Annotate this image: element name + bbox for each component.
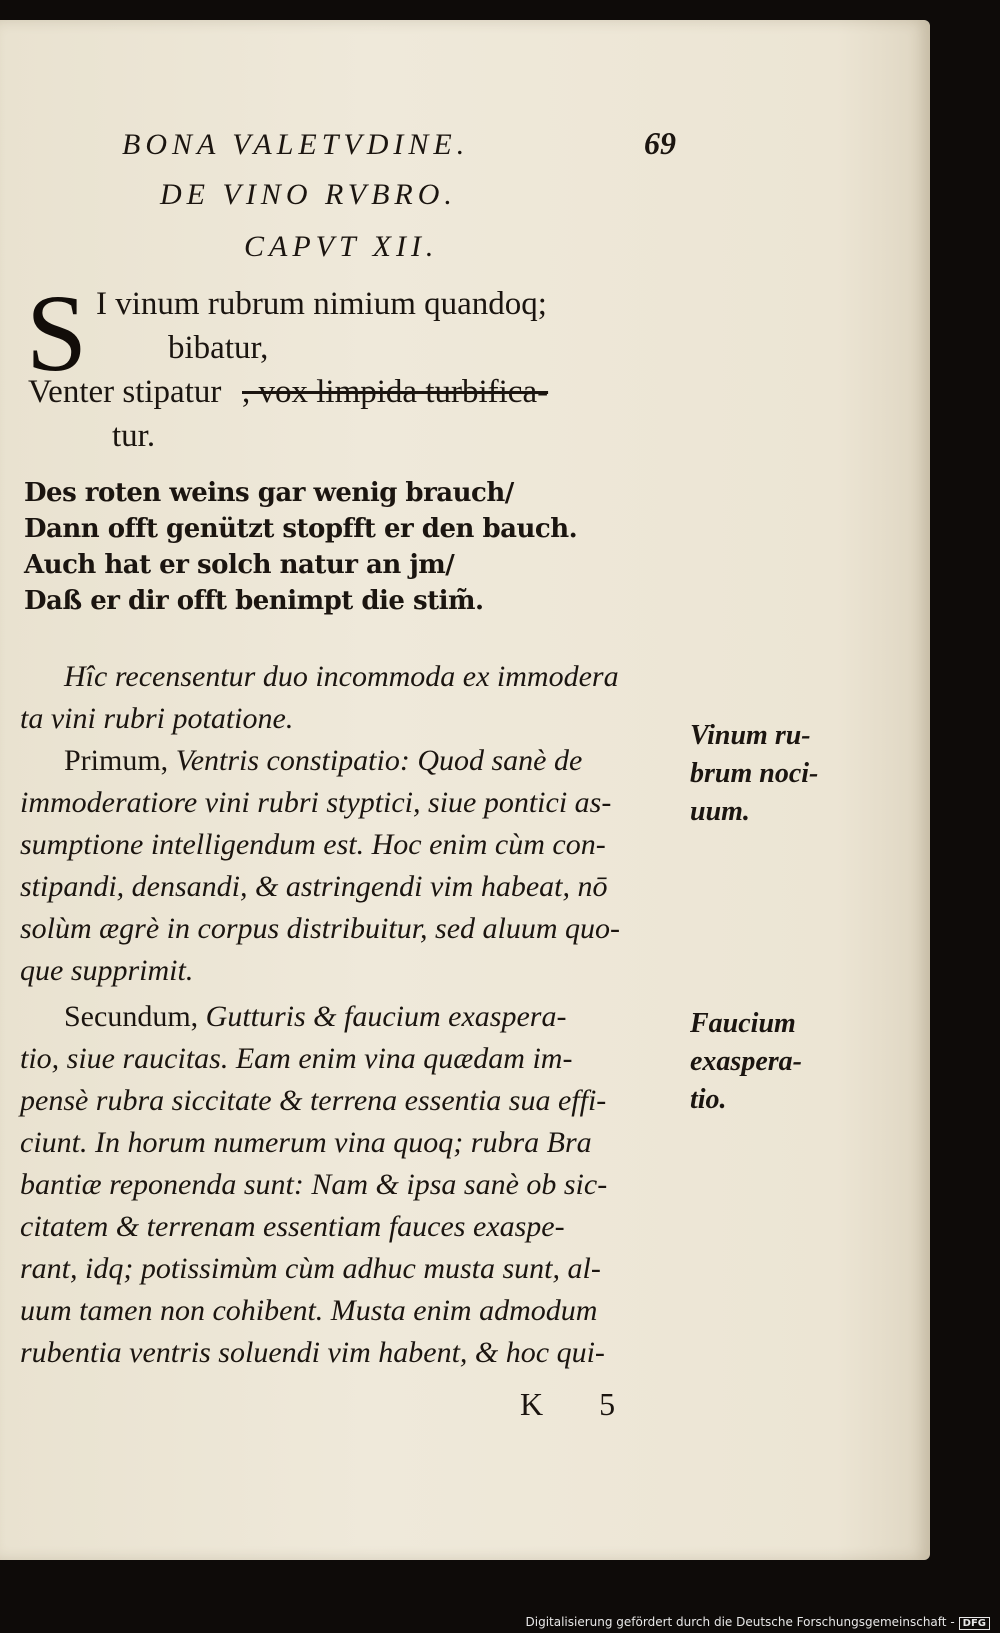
- german-verse-line-2: Dann offt genützt stopfft er den bauch.: [24, 514, 578, 544]
- commentary-line: rubentia ventris soluendi vim habent, & hoc qui-: [20, 1336, 605, 1369]
- drop-cap: S: [26, 272, 88, 394]
- german-verse-line-1: Des roten weins gar wenig brauch/: [24, 478, 514, 508]
- paragraph-lead: Primum,: [64, 744, 169, 777]
- commentary-line: sumptione intelligendum est. Hoc enim cùm con-: [20, 828, 606, 861]
- marginal-note-1: brum noci-: [690, 758, 819, 789]
- verse-line-4: tur.: [112, 418, 156, 454]
- marginal-note-2: exaspera-: [690, 1046, 802, 1077]
- dfg-logo: DFG: [959, 1617, 990, 1630]
- marginal-note-1: uum.: [690, 796, 750, 827]
- signature-mark: K 5: [520, 1386, 640, 1422]
- commentary-line: citatem & terrenam essentiam fauces exaspe-: [20, 1210, 565, 1243]
- commentary-line: [64, 744, 582, 778]
- commentary-line: bantiæ reponenda sunt: Nam & ipsa sanè ob sic-: [20, 1168, 608, 1201]
- commentary-line: uum tamen non cohibent. Musta enim admodum: [20, 1294, 598, 1327]
- commentary-line: tio, siue raucitas. Eam enim vina quædam im-: [20, 1042, 573, 1075]
- commentary-line: ciunt. In horum numerum vina quoq; rubra Bra: [20, 1126, 592, 1159]
- marginal-note-2: tio.: [690, 1084, 727, 1115]
- section-title: DE VINO RVBRO.: [160, 178, 457, 211]
- commentary-line: que supprimit.: [20, 954, 194, 987]
- commentary-line: Hîc recensentur duo incommoda ex immodera: [64, 660, 619, 693]
- commentary-line: stipandi, densandi, & astringendi vim habeat, nō: [20, 870, 608, 903]
- verse-line-1: I vinum rubrum nimium quandoq;: [96, 286, 547, 322]
- commentary-text: Ventris constipatio: Quod sanè de: [168, 744, 583, 777]
- marginal-note-2: Faucium: [690, 1008, 796, 1039]
- book-page: [0, 20, 930, 1560]
- chapter-heading: CAPVT XII.: [244, 230, 439, 263]
- verse-line-2: bibatur,: [168, 330, 269, 366]
- commentary-line: ta vini rubri potatione.: [20, 702, 294, 735]
- german-verse-line-3: Auch hat er solch natur an jm/: [24, 550, 455, 580]
- commentary-line: rant, idq; potissimùm cùm adhuc musta sunt, al-: [20, 1252, 601, 1285]
- commentary-line: pensè rubra siccitate & terrena essentia sua effi-: [20, 1084, 607, 1117]
- marginal-note-1: Vinum ru-: [690, 720, 811, 751]
- verse-line-3-struck: , vox limpida turbifica-: [242, 374, 549, 410]
- german-verse-line-4: Daß er dir offt benimpt die stim̃.: [24, 586, 484, 616]
- commentary-line: [64, 1000, 566, 1034]
- commentary-line: solùm ægrè in corpus distribuitur, sed aluum quo-: [20, 912, 621, 945]
- running-head: BONA VALETVDINE.: [122, 128, 470, 161]
- commentary-text: Gutturis & faucium exaspera-: [198, 1000, 567, 1033]
- paragraph-lead: Secundum,: [64, 1000, 199, 1033]
- commentary-line: immoderatiore vini rubri styptici, siue pontici as-: [20, 786, 612, 819]
- verse-line-3: Venter stipatur: [28, 374, 222, 410]
- page-number: 69: [644, 125, 676, 161]
- digitization-credit: [526, 1615, 991, 1630]
- credit-text: Digitalisierung gefördert durch die Deutsche Forschungsgemeinschaft -: [525, 1615, 955, 1629]
